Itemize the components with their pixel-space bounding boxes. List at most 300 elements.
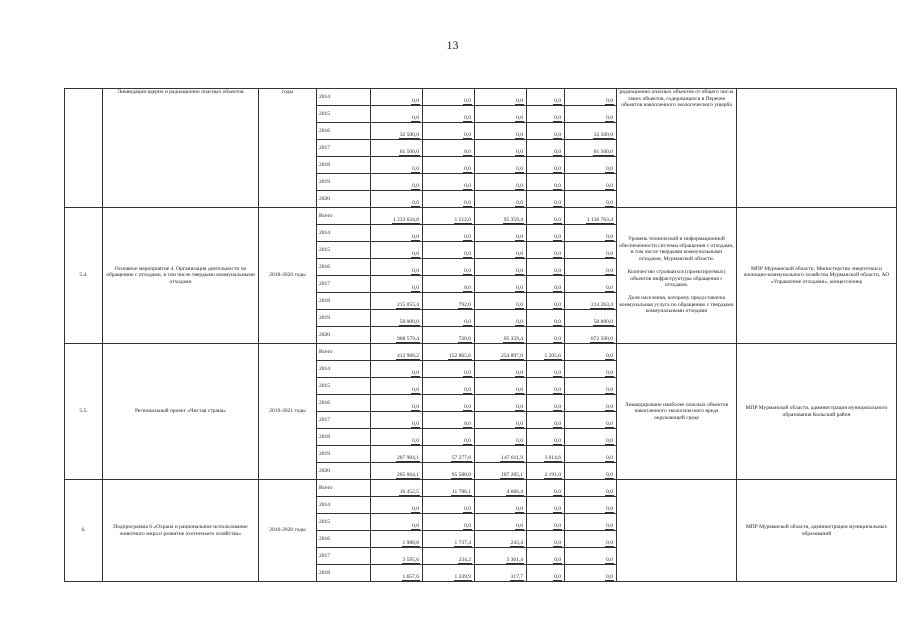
value-cell-v5 (565, 429, 617, 446)
value-text: 0,0 (516, 506, 523, 513)
value-cell-v5 (565, 242, 617, 259)
value-cell-v5 (565, 174, 617, 191)
value-cell-v5 (565, 514, 617, 531)
value-text: 0,0 (412, 234, 419, 241)
value-cell-v3 (475, 225, 527, 242)
value-cell-v4 (527, 123, 565, 140)
value-cell-v1 (371, 259, 423, 276)
value-text: 0,0 (516, 421, 523, 428)
value-text: 0,0 (412, 166, 419, 173)
value-text: 0,0 (464, 319, 471, 326)
value-text: 0,0 (554, 387, 561, 394)
value-cell-v3 (475, 123, 527, 140)
value-cell-v5 (565, 565, 617, 582)
value-cell-v1 (371, 531, 423, 548)
value-cell-v4 (527, 157, 565, 174)
year-cell: Всего (317, 208, 371, 225)
value-cell-v3 (475, 480, 527, 497)
value-text: 57 277,6 (451, 455, 471, 462)
value-text: 0,0 (606, 404, 613, 411)
value-text: 1 737,4 (454, 540, 471, 547)
year-cell: 2018 (317, 565, 371, 582)
value-text: 0,0 (554, 98, 561, 105)
value-cell-v3 (475, 429, 527, 446)
value-cell-v1 (371, 225, 423, 242)
value-text: 0,0 (606, 98, 613, 105)
year-cell: 2016 (317, 395, 371, 412)
value-text: 0,0 (606, 472, 613, 479)
item-number: 6. (65, 480, 103, 582)
value-cell-v3 (475, 565, 527, 582)
value-cell-v2 (423, 259, 475, 276)
value-text: 0,0 (554, 268, 561, 275)
value-cell-v3 (475, 378, 527, 395)
value-text: 0,0 (554, 166, 561, 173)
value-cell-v5 (565, 293, 617, 310)
year-cell: 2019 (317, 446, 371, 463)
value-text: 0,0 (516, 234, 523, 241)
value-cell-v2 (423, 531, 475, 548)
value-text: 95 359,4 (503, 217, 523, 224)
value-cell-v3 (475, 140, 527, 157)
value-text: 4 666,4 (506, 489, 523, 496)
item-name: Подпрограмма 6 «Охрана и рациональное использование животного мира и развитие охотничьего хозяйства» (103, 480, 259, 582)
value-text: 0,0 (554, 200, 561, 207)
value-text: 0,0 (554, 217, 561, 224)
value-cell-v1 (371, 548, 423, 565)
value-text: 0,0 (554, 540, 561, 547)
value-cell-v3 (475, 157, 527, 174)
value-text: 11 786,1 (451, 489, 471, 496)
value-cell-v2 (423, 123, 475, 140)
value-cell-v2 (423, 446, 475, 463)
value-cell-v1 (371, 89, 423, 106)
year-cell: 2017 (317, 412, 371, 429)
value-cell-v2 (423, 157, 475, 174)
value-text: 0,0 (554, 336, 561, 343)
value-cell-v3 (475, 89, 527, 106)
value-cell-v1 (371, 242, 423, 259)
year-cell: 2018 (317, 429, 371, 446)
year-cell: 2015 (317, 514, 371, 531)
value-cell-v2 (423, 293, 475, 310)
value-text: 1 339,9 (454, 574, 471, 581)
executor-cell (737, 89, 897, 208)
value-cell-v1 (371, 378, 423, 395)
value-text: 0,0 (606, 574, 613, 581)
year-cell: 2019 (317, 310, 371, 327)
value-cell-v3 (475, 259, 527, 276)
value-text: 0,0 (554, 302, 561, 309)
value-text: 0,0 (412, 183, 419, 190)
value-cell-v1 (371, 327, 423, 344)
value-cell-v1 (371, 191, 423, 208)
year-cell: 2018 (317, 157, 371, 174)
value-cell-v2 (423, 310, 475, 327)
value-cell-v2 (423, 344, 475, 361)
value-cell-v4 (527, 412, 565, 429)
value-text: 1 233 634,8 (392, 217, 419, 224)
value-cell-v5 (565, 446, 617, 463)
value-text: 0,0 (516, 149, 523, 156)
value-cell-v5 (565, 497, 617, 514)
value-text: 0,0 (464, 387, 471, 394)
value-text: 317,7 (510, 574, 523, 581)
value-text: 0,0 (606, 285, 613, 292)
year-cell: 2017 (317, 140, 371, 157)
value-text: 0,0 (464, 166, 471, 173)
value-text: 0,0 (464, 285, 471, 292)
value-text: 720,0 (458, 336, 471, 343)
value-cell-v3 (475, 242, 527, 259)
value-cell-v5 (565, 259, 617, 276)
value-text: 0,0 (516, 370, 523, 377)
value-cell-v5 (565, 276, 617, 293)
value-cell-v1 (371, 429, 423, 446)
value-cell-v2 (423, 327, 475, 344)
year-cell: 2017 (317, 276, 371, 293)
value-cell-v3 (475, 106, 527, 123)
value-cell-v4 (527, 310, 565, 327)
value-text: 0,0 (554, 421, 561, 428)
value-cell-v4 (527, 361, 565, 378)
item-period: 2019-2021 годы (259, 344, 317, 480)
item-period: 2018-2020 годы (259, 208, 317, 344)
value-text: 0,0 (516, 183, 523, 190)
value-text: 0,0 (554, 251, 561, 258)
value-text: 0,0 (412, 387, 419, 394)
value-cell-v3 (475, 208, 527, 225)
value-text: 0,0 (554, 489, 561, 496)
value-text: 0,0 (412, 115, 419, 122)
value-cell-v1 (371, 480, 423, 497)
value-cell-v3 (475, 531, 527, 548)
value-text: 0,0 (554, 557, 561, 564)
value-cell-v3 (475, 276, 527, 293)
value-text: 0,0 (412, 523, 419, 530)
value-cell-v4 (527, 225, 565, 242)
value-text: 0,0 (606, 166, 613, 173)
value-cell-v1 (371, 140, 423, 157)
value-text: 95 588,0 (451, 472, 471, 479)
value-cell-v5 (565, 140, 617, 157)
value-text: 0,0 (412, 98, 419, 105)
year-cell: 2020 (317, 463, 371, 480)
value-cell-v2 (423, 106, 475, 123)
value-text: 0,0 (554, 404, 561, 411)
year-cell: 2014 (317, 89, 371, 106)
value-text: 214 263,4 (591, 302, 613, 309)
value-cell-v3 (475, 361, 527, 378)
page-number: 13 (446, 38, 459, 52)
value-text: 0,0 (554, 234, 561, 241)
value-text: 50 000,0 (593, 319, 613, 326)
value-text: 0,0 (554, 574, 561, 581)
value-cell-v5 (565, 531, 617, 548)
value-text: 0,0 (516, 302, 523, 309)
value-text: 0,0 (412, 421, 419, 428)
year-cell: Всего (317, 480, 371, 497)
value-text: 0,0 (606, 387, 613, 394)
value-text: 0,0 (606, 200, 613, 207)
value-cell-v2 (423, 208, 475, 225)
year-cell: 2014 (317, 497, 371, 514)
value-text: 0,0 (606, 540, 613, 547)
value-text: 0,0 (516, 268, 523, 275)
value-cell-v3 (475, 446, 527, 463)
value-cell-v4 (527, 531, 565, 548)
value-cell-v4 (527, 208, 565, 225)
value-text: 0,0 (554, 149, 561, 156)
item-name: Основное мероприятие 4. Организация деятельности по обращению с отходами, в том числе твердыми коммунальными отходами (103, 208, 259, 344)
value-cell-v5 (565, 225, 617, 242)
indicator-cell (617, 480, 737, 582)
value-text: 0,0 (516, 387, 523, 394)
value-text: 0,0 (554, 132, 561, 139)
value-cell-v2 (423, 429, 475, 446)
value-text: 1 980,8 (402, 540, 419, 547)
value-cell-v3 (475, 174, 527, 191)
value-text: 0,0 (606, 523, 613, 530)
value-cell-v1 (371, 276, 423, 293)
value-cell-v4 (527, 259, 565, 276)
value-cell-v2 (423, 276, 475, 293)
value-text: 0,0 (606, 455, 613, 462)
item-number: 5.5. (65, 344, 103, 480)
value-text: 0,0 (412, 370, 419, 377)
value-text: 0,0 (516, 319, 523, 326)
value-text: 0,0 (412, 251, 419, 258)
value-cell-v2 (423, 361, 475, 378)
year-cell: 2015 (317, 242, 371, 259)
value-cell-v1 (371, 208, 423, 225)
value-text: 872 500,0 (591, 336, 613, 343)
table-row (65, 89, 897, 106)
executor-cell: МПР Мурманской области, администрация муниципального образования Кольский район (737, 344, 897, 480)
value-cell-v5 (565, 191, 617, 208)
value-text: 0,0 (516, 523, 523, 530)
value-text: 0,0 (516, 404, 523, 411)
value-text: 0,0 (554, 319, 561, 326)
value-cell-v3 (475, 463, 527, 480)
value-cell-v5 (565, 327, 617, 344)
value-cell-v2 (423, 565, 475, 582)
value-text: 205 064,1 (397, 472, 419, 479)
value-cell-v1 (371, 310, 423, 327)
value-text: 0,0 (412, 506, 419, 513)
value-cell-v1 (371, 344, 423, 361)
value-text: 0,0 (412, 404, 419, 411)
year-cell: 2014 (317, 225, 371, 242)
year-cell: 2017 (317, 548, 371, 565)
value-cell-v1 (371, 412, 423, 429)
value-cell-v3 (475, 497, 527, 514)
value-cell-v5 (565, 548, 617, 565)
value-text: 0,0 (554, 370, 561, 377)
value-cell-v3 (475, 548, 527, 565)
value-text: 215 055,4 (397, 302, 419, 309)
table-row (65, 480, 897, 497)
value-text: 107 285,1 (501, 472, 523, 479)
value-cell-v4 (527, 89, 565, 106)
value-cell-v4 (527, 191, 565, 208)
year-cell: 2014 (317, 361, 371, 378)
value-text: 412 968,2 (397, 353, 419, 360)
value-cell-v4 (527, 548, 565, 565)
value-text: 147 611,9 (501, 455, 523, 462)
value-text: 0,0 (554, 523, 561, 530)
value-text: 0,0 (606, 115, 613, 122)
value-cell-v2 (423, 463, 475, 480)
value-text: 0,0 (464, 98, 471, 105)
value-text: 2 191,0 (544, 472, 561, 479)
value-text: 792,0 (458, 302, 471, 309)
value-text: 0,0 (464, 404, 471, 411)
value-cell-v4 (527, 463, 565, 480)
value-cell-v2 (423, 548, 475, 565)
value-text: 0,0 (554, 438, 561, 445)
value-text: 0,0 (606, 251, 613, 258)
value-cell-v4 (527, 429, 565, 446)
value-cell-v5 (565, 395, 617, 412)
value-cell-v3 (475, 293, 527, 310)
value-text: 61 500,0 (399, 149, 419, 156)
item-number: 5.4. (65, 208, 103, 344)
value-text: 0,0 (464, 251, 471, 258)
value-text: 254 897,0 (501, 353, 523, 360)
value-text: 3 014,6 (544, 455, 561, 462)
value-cell-v5 (565, 480, 617, 497)
value-cell-v3 (475, 514, 527, 531)
value-text: 0,0 (412, 438, 419, 445)
value-cell-v2 (423, 174, 475, 191)
value-cell-v5 (565, 378, 617, 395)
value-text: 968 579,4 (397, 336, 419, 343)
value-text: 0,0 (606, 268, 613, 275)
value-cell-v4 (527, 276, 565, 293)
table-row (65, 208, 897, 225)
value-cell-v1 (371, 174, 423, 191)
value-cell-v4 (527, 497, 565, 514)
value-text: 243,4 (510, 540, 523, 547)
value-text: 0,0 (464, 234, 471, 241)
executor-cell: МПР Мурманской области, администрации муниципальных образований (737, 480, 897, 582)
year-cell: 2015 (317, 378, 371, 395)
value-cell-v4 (527, 327, 565, 344)
value-cell-v5 (565, 361, 617, 378)
value-cell-v4 (527, 395, 565, 412)
value-cell-v5 (565, 157, 617, 174)
value-text: 5 205,6 (544, 353, 561, 360)
value-cell-v2 (423, 497, 475, 514)
value-cell-v2 (423, 89, 475, 106)
value-text: 0,0 (516, 166, 523, 173)
value-text: 32 500,0 (593, 132, 613, 139)
value-text: 234,2 (458, 557, 471, 564)
item-name: Ликвидация ядерно и радиационно опасных объектов (103, 89, 259, 208)
value-cell-v2 (423, 480, 475, 497)
value-text: 0,0 (464, 268, 471, 275)
year-cell: 2020 (317, 327, 371, 344)
value-cell-v5 (565, 123, 617, 140)
indicator-cell: Уровень технической и информационной обеспеченности системы обращения с отходами, в том числе твердыми коммунальными отходами, Мурманской области. Количество строящихся (проектируемых) объектов инфраструктуры обращения с отходами. Доля населения, которому предоставлена коммунальная услуга по обращению с твердыми коммунальными отходами (617, 208, 737, 344)
item-name: Региональный проект «Чистая страна» (103, 344, 259, 480)
value-text: 16 452,5 (399, 489, 419, 496)
value-cell-v4 (527, 293, 565, 310)
value-cell-v4 (527, 344, 565, 361)
value-cell-v4 (527, 480, 565, 497)
year-cell: 2016 (317, 259, 371, 276)
value-text: 0,0 (516, 200, 523, 207)
value-text: 0,0 (516, 98, 523, 105)
value-cell-v1 (371, 497, 423, 514)
value-cell-v2 (423, 378, 475, 395)
value-cell-v1 (371, 157, 423, 174)
value-text: 0,0 (516, 251, 523, 258)
value-cell-v4 (527, 446, 565, 463)
value-text: 0,0 (464, 506, 471, 513)
value-text: 0,0 (464, 421, 471, 428)
value-cell-v4 (527, 140, 565, 157)
value-cell-v5 (565, 344, 617, 361)
value-text: 0,0 (516, 132, 523, 139)
table-row (65, 344, 897, 361)
value-text: 1 512,0 (454, 217, 471, 224)
value-text: 207 904,1 (397, 455, 419, 462)
value-cell-v5 (565, 208, 617, 225)
indicator-cell: Ликвидировано наиболее опасных объектов накопленного экологического вреда окружающей среде (617, 344, 737, 480)
value-cell-v3 (475, 344, 527, 361)
value-text: 0,0 (606, 506, 613, 513)
value-cell-v3 (475, 395, 527, 412)
value-cell-v4 (527, 174, 565, 191)
value-cell-v4 (527, 514, 565, 531)
value-text: 0,0 (554, 183, 561, 190)
item-period: 2016-2020 годы (259, 480, 317, 582)
value-text: 0,0 (464, 523, 471, 530)
value-cell-v4 (527, 242, 565, 259)
value-cell-v1 (371, 293, 423, 310)
value-cell-v1 (371, 123, 423, 140)
value-cell-v3 (475, 191, 527, 208)
value-cell-v5 (565, 310, 617, 327)
value-cell-v2 (423, 140, 475, 157)
value-cell-v5 (565, 89, 617, 106)
value-cell-v1 (371, 361, 423, 378)
value-cell-v1 (371, 395, 423, 412)
value-text: 1 136 763,4 (586, 217, 613, 224)
value-cell-v2 (423, 191, 475, 208)
value-text: 0,0 (464, 115, 471, 122)
value-cell-v2 (423, 412, 475, 429)
value-text: 0,0 (412, 268, 419, 275)
budget-table (64, 88, 897, 582)
value-cell-v3 (475, 327, 527, 344)
value-cell-v3 (475, 412, 527, 429)
value-text: 0,0 (464, 370, 471, 377)
value-text: 50 000,0 (399, 319, 419, 326)
value-text: 0,0 (516, 115, 523, 122)
value-cell-v2 (423, 242, 475, 259)
value-text: 61 500,0 (593, 149, 613, 156)
value-text: 0,0 (464, 149, 471, 156)
value-cell-v1 (371, 446, 423, 463)
item-number (65, 89, 103, 208)
value-text: 3 595,6 (402, 557, 419, 564)
value-cell-v3 (475, 310, 527, 327)
value-text: 0,0 (606, 557, 613, 564)
year-cell: 2015 (317, 106, 371, 123)
